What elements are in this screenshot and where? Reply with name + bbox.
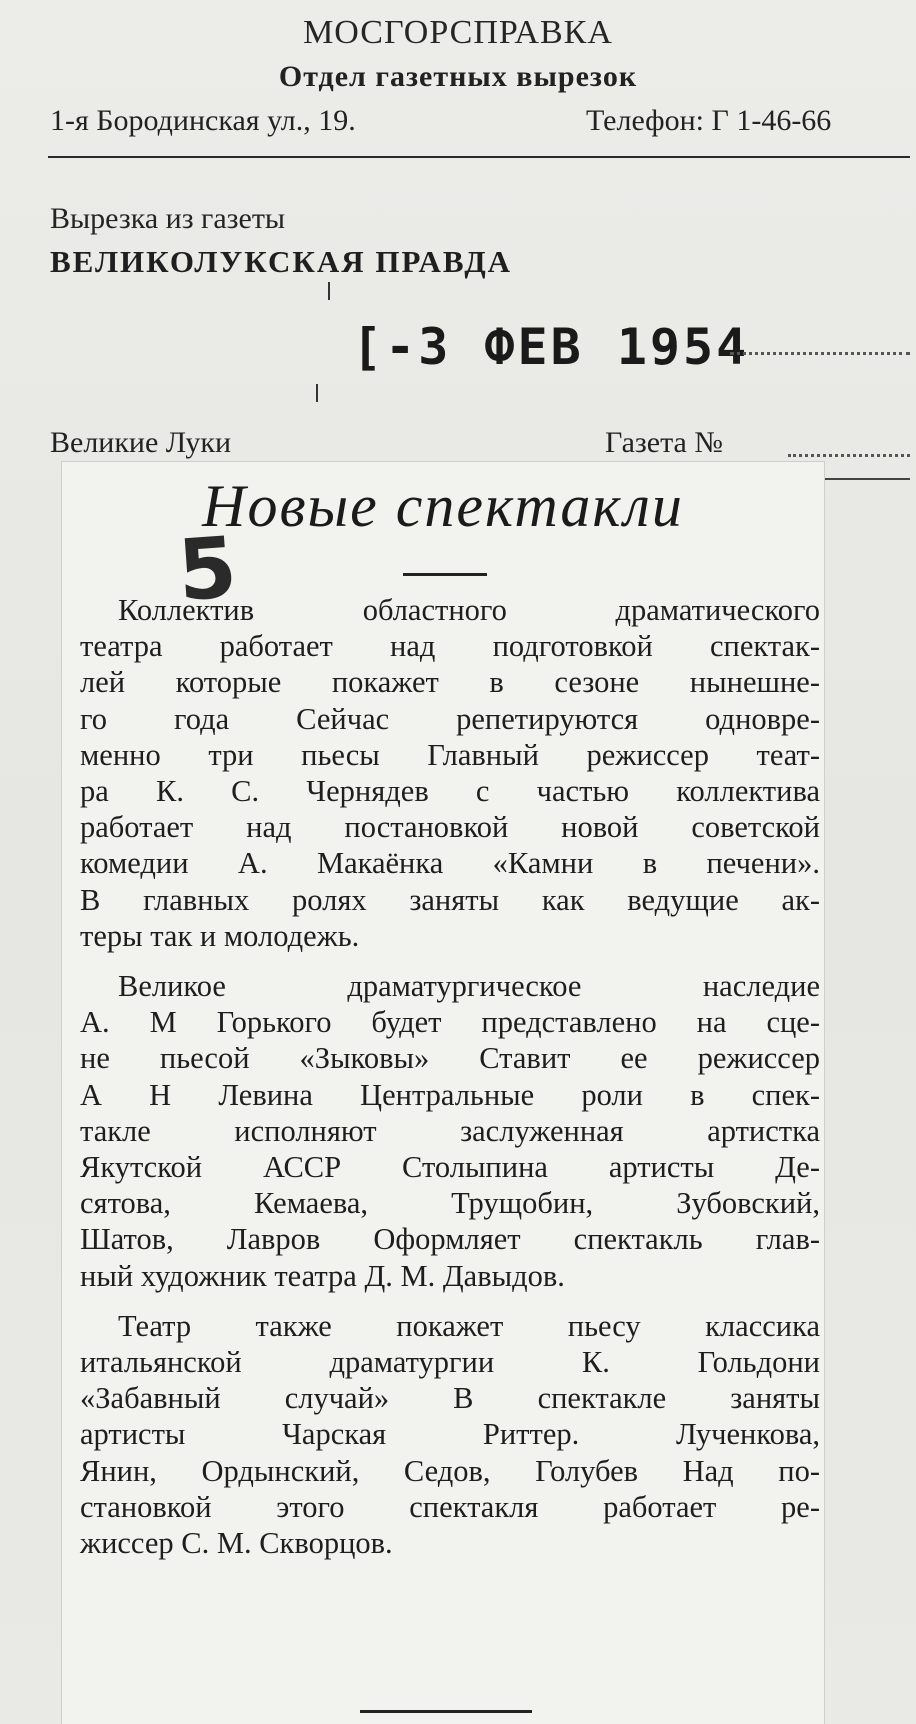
- article-paragraph: [80, 592, 820, 954]
- article-line: го года Сейчас репетируются одновре-: [80, 701, 820, 736]
- department-name: Отдел газетных вырезок: [278, 60, 638, 93]
- article-line: комедии А. Макаёнка «Камни в печени».: [80, 846, 820, 881]
- article-line: А. М Горького будет представлено на сце-: [80, 1005, 820, 1040]
- article-line: ра К. С. Чернядев с частью коллектива: [80, 774, 820, 809]
- article-line: становкой этого спектакля работает ре-: [80, 1489, 820, 1524]
- article-line: лей которые покажет в сезоне нынешне-: [80, 665, 820, 700]
- bureau-phone: Телефон: Г 1-46-66: [586, 104, 832, 137]
- article-line: не пьесой «Зыковы» Ставит ее режиссер: [80, 1041, 820, 1076]
- header-divider: [48, 156, 910, 158]
- article-line: В главных ролях заняты как ведущие ак-: [80, 882, 820, 917]
- handwritten-number: 5: [174, 518, 240, 620]
- article-line: работает над постановкой новой советской: [80, 810, 820, 845]
- newspaper-name: ВЕЛИКОЛУКСКАЯ ПРАВДА: [50, 244, 513, 279]
- article-line: театра работает над подготовкой спектак-: [80, 629, 820, 664]
- article-line: «Забавный случай» В спектакле заняты: [80, 1381, 820, 1416]
- date-dotted-line: [730, 338, 910, 355]
- article-line: А Н Левина Центральные роли в спек-: [80, 1077, 820, 1112]
- article-title: Новые спектакли: [202, 473, 684, 539]
- clipping-label: Вырезка из газеты: [50, 202, 286, 235]
- article-end-divider: [360, 1710, 532, 1713]
- date-stamp: [-3 ФЕВ 1954: [352, 318, 750, 376]
- article-body: [80, 592, 820, 1575]
- article-line: итальянской драматургии К. Гольдони: [80, 1345, 820, 1380]
- article-paragraph: [80, 968, 820, 1294]
- issue-dotted-line: [788, 444, 910, 457]
- title-divider: [403, 573, 487, 576]
- article-line: теры так и молодежь.: [80, 918, 360, 953]
- issue-number-label: Газета №: [605, 426, 723, 459]
- article-line: Янин, Ордынский, Седов, Голубев Над по-: [80, 1453, 820, 1488]
- article-line: ный художник театра Д. М. Давыдов.: [80, 1258, 565, 1293]
- article-line: Великое драматургическое наследие: [118, 969, 820, 1004]
- pen-tick: [316, 384, 318, 402]
- city-name: Великие Луки: [50, 426, 232, 459]
- article-line: артисты Чарская Риттер. Лученкова,: [80, 1417, 820, 1452]
- article-line: Коллектив областного драматического: [118, 593, 820, 627]
- article-line: менно три пьесы Главный режиссер теат-: [80, 737, 820, 772]
- bureau-name: МОСГОРСПРАВКА: [303, 14, 613, 51]
- article-line: Театр также покажет пьесу классика: [118, 1308, 820, 1343]
- article-line: жиссер С. М. Скворцов.: [80, 1526, 393, 1561]
- article-line: такле исполняют заслуженная артистка: [80, 1113, 820, 1148]
- article-line: Шатов, Лавров Оформляет спектакль глав-: [80, 1222, 820, 1257]
- article-line: сятова, Кемаева, Трущобин, Зубовский,: [80, 1186, 820, 1221]
- pen-tick: [328, 282, 330, 300]
- article-paragraph: [80, 1308, 820, 1561]
- bureau-address: 1-я Бородинская ул., 19.: [50, 104, 356, 137]
- article-line: Якутской АССР Столыпина артисты Де-: [80, 1150, 820, 1185]
